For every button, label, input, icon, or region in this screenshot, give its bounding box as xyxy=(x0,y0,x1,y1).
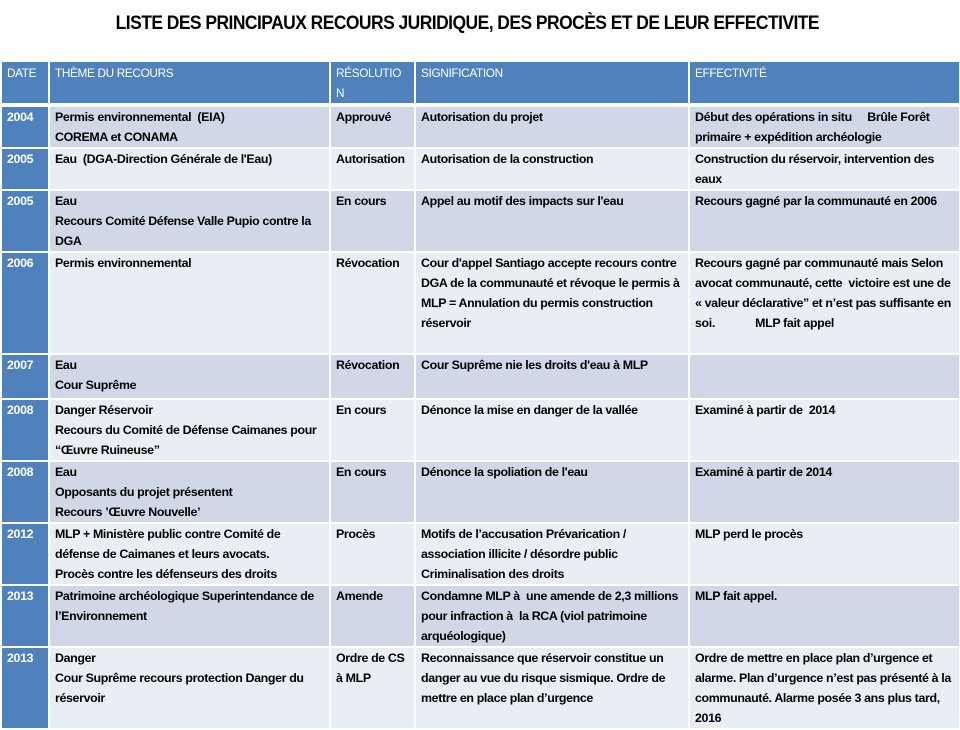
cell-effectivite xyxy=(689,585,960,647)
cell-resolution-text: En cours xyxy=(336,465,387,479)
cell-effectivite xyxy=(689,399,960,461)
theme-line: Danger Réservoir xyxy=(55,403,153,417)
cell-signification xyxy=(415,399,689,461)
cell-date: 2013 xyxy=(1,647,49,729)
cell-theme xyxy=(49,585,330,647)
cell-theme xyxy=(49,252,330,354)
cell-date: 2008 xyxy=(1,461,49,523)
cell-resolution xyxy=(330,354,415,399)
cell-effectivite xyxy=(689,523,960,585)
cell-signification xyxy=(415,354,689,399)
cell-signification-text: Cour Suprême nie les droits d'eau à MLP xyxy=(421,358,648,372)
cell-effectivite-text: Recours gagné par la communauté en 2006 xyxy=(695,194,937,208)
cell-signification xyxy=(415,252,689,354)
cell-signification-text: Appel au motif des impacts sur l'eau xyxy=(421,194,624,208)
cell-resolution xyxy=(330,105,415,148)
theme-line: Eau (DGA-Direction Générale de l'Eau) xyxy=(55,152,272,166)
table-header-row xyxy=(1,61,960,105)
theme-line: Cour Suprême xyxy=(55,378,137,392)
theme-line: Danger xyxy=(55,651,96,665)
cell-theme xyxy=(49,190,330,252)
cell-effectivite xyxy=(689,354,960,399)
table-row xyxy=(1,190,960,252)
cell-signification xyxy=(415,461,689,523)
cell-date: 2005 xyxy=(1,148,49,190)
table-row xyxy=(1,148,960,190)
cell-signification xyxy=(415,105,689,148)
cell-signification-text: Condamne MLP à une amende de 2,3 millions pour infraction à la RCA (viol patrimoine arquéologique) xyxy=(421,589,685,643)
cell-effectivite xyxy=(689,148,960,190)
cell-signification-text: Reconnaissance que réservoir constitue un danger au vue du risque sismique. Ordre de mettre en place plan d’urgence xyxy=(421,651,669,705)
cell-signification xyxy=(415,523,689,585)
theme-line: MLP + Ministère public contre Comité de défense de Caimanes et leurs avocats. xyxy=(55,527,284,561)
cell-resolution xyxy=(330,585,415,647)
cell-signification-text: Cour d'appel Santiago accepte recours contre DGA de la communauté et révoque le permis à MLP = Annulation du permis construction réservoir xyxy=(421,256,686,330)
cell-resolution-text: Révocation xyxy=(336,358,400,372)
cell-resolution xyxy=(330,523,415,585)
cell-theme xyxy=(49,523,330,585)
cell-signification-text: Motifs de l’accusation Prévarication / association illicite / désordre public Criminalisation des droits xyxy=(421,527,630,581)
cell-resolution-text: En cours xyxy=(336,194,387,208)
theme-line: Eau xyxy=(55,465,77,479)
theme-line: Permis environnemental (EIA) xyxy=(55,110,225,124)
cell-effectivite xyxy=(689,105,960,148)
theme-line: Recours du Comité de Défense Caimanes pour “Œuvre Ruineuse” xyxy=(55,423,320,457)
table-row xyxy=(1,354,960,399)
cell-resolution-text: Approuvé xyxy=(336,110,392,124)
cell-signification-text: Autorisation de la construction xyxy=(421,152,594,166)
page-title: LISTE DES PRINCIPAUX RECOURS JURIDIQUE, DES PROCÈS ET DE LEUR EFFECTIVITE xyxy=(115,13,820,34)
theme-line: Recours Comité Défense Valle Pupio contre la DGA xyxy=(55,214,314,248)
header-theme: THÈME DU RECOURS xyxy=(49,61,330,105)
cell-signification xyxy=(415,647,689,729)
cell-effectivite-text: Recours gagné par communauté mais Selon avocat communauté, cette victoire est une de « valeur déclarative” et n’est pas suffisante en soi. MLP fait appel xyxy=(695,256,955,330)
cell-date: 2005 xyxy=(1,190,49,252)
cell-resolution-text: Autorisation xyxy=(336,152,405,166)
table-row xyxy=(1,461,960,523)
cell-signification-text: Autorisation du projet xyxy=(421,110,543,124)
cell-date: 2008 xyxy=(1,399,49,461)
table-row xyxy=(1,399,960,461)
header-effectivite: EFFECTIVITÉ xyxy=(689,61,960,105)
cell-effectivite-text: MLP perd le procès xyxy=(695,527,803,541)
cell-resolution xyxy=(330,148,415,190)
cell-effectivite-text: Examiné à partir de 2014 xyxy=(695,465,832,479)
table-row xyxy=(1,252,960,354)
theme-line: Permis environnemental xyxy=(55,256,192,270)
cell-resolution xyxy=(330,461,415,523)
cell-resolution-text: Révocation xyxy=(336,256,400,270)
theme-line: Cour Suprême recours protection Danger du réservoir xyxy=(55,671,307,705)
cell-effectivite xyxy=(689,461,960,523)
table-row xyxy=(1,105,960,148)
header-resolution: RÉSOLUTIO N xyxy=(330,61,415,105)
theme-line: Eau xyxy=(55,194,77,208)
cell-theme xyxy=(49,148,330,190)
cell-date: 2013 xyxy=(1,585,49,647)
theme-line: Opposants du projet présentent xyxy=(55,485,233,499)
cell-effectivite-text: MLP fait appel. xyxy=(695,589,777,603)
cell-resolution xyxy=(330,190,415,252)
cell-effectivite-text: Construction du réservoir, intervention des eaux xyxy=(695,152,938,186)
cell-resolution-text: Ordre de CS à MLP xyxy=(336,651,408,685)
cell-theme xyxy=(49,105,330,148)
header-date: DATE xyxy=(1,61,49,105)
cell-resolution xyxy=(330,252,415,354)
cell-theme xyxy=(49,354,330,399)
cell-signification xyxy=(415,190,689,252)
theme-line: COREMA et CONAMA xyxy=(55,130,178,144)
cell-resolution-text: En cours xyxy=(336,403,387,417)
cell-signification-text: Dénonce la spoliation de l'eau xyxy=(421,465,588,479)
cell-resolution-text: Amende xyxy=(336,589,383,603)
cell-date: 2004 xyxy=(1,105,49,148)
cell-effectivite-text: Début des opérations in situ Brûle Forêt primaire + expédition archéologie xyxy=(695,110,933,144)
cell-effectivite xyxy=(689,647,960,729)
recours-table xyxy=(0,60,960,730)
cell-signification xyxy=(415,148,689,190)
header-signification: SIGNIFICATION xyxy=(415,61,689,105)
cell-resolution xyxy=(330,647,415,729)
theme-line: Procès contre les défenseurs des droits xyxy=(55,567,277,581)
table-row xyxy=(1,523,960,585)
cell-theme xyxy=(49,399,330,461)
table-row xyxy=(1,647,960,729)
cell-effectivite-text: Ordre de mettre en place plan d’urgence et alarme. Plan d’urgence n’est pas présenté à la communauté. Alarme posée 3 ans plus tard, 2016 xyxy=(695,651,955,725)
cell-date: 2007 xyxy=(1,354,49,399)
cell-date: 2012 xyxy=(1,523,49,585)
theme-line: Eau xyxy=(55,358,77,372)
table-row xyxy=(1,585,960,647)
cell-resolution-text: Procès xyxy=(336,527,376,541)
cell-theme xyxy=(49,647,330,729)
cell-effectivite-text: Examiné à partir de 2014 xyxy=(695,403,836,417)
theme-line: Patrimoine archéologique Superintendance de l’Environnement xyxy=(55,589,318,623)
cell-date: 2006 xyxy=(1,252,49,354)
cell-signification-text: Dénonce la mise en danger de la vallée xyxy=(421,403,638,417)
cell-resolution xyxy=(330,399,415,461)
theme-line: Recours ’Œuvre Nouvelle’ xyxy=(55,505,201,519)
cell-theme xyxy=(49,461,330,523)
cell-signification xyxy=(415,585,689,647)
cell-effectivite xyxy=(689,190,960,252)
cell-effectivite xyxy=(689,252,960,354)
